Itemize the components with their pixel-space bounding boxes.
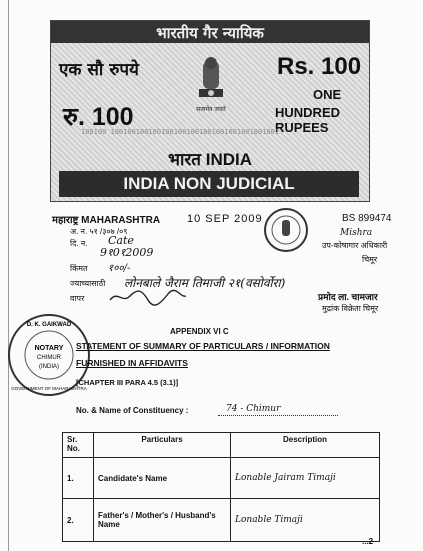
stamp-paper — [50, 20, 370, 202]
row-sr: 2. — [63, 499, 94, 542]
stamp-hundred-rupees: HUNDRED RUPEES — [275, 105, 340, 135]
official-title: उप-कोषागार अधिकारी — [322, 241, 388, 250]
vendor-name: प्रमोद ला. चामजार — [318, 292, 378, 302]
heading-summary: STATEMENT OF SUMMARY OF PARTICULARS / INFORMATION — [76, 341, 330, 351]
row-description: Lonable Timaji — [231, 499, 380, 542]
date-handwritten-2: 9१0१2009 — [100, 246, 154, 259]
date-label: दि. न. — [70, 239, 88, 248]
row-description: Lonable Jairam Timaji — [231, 458, 380, 499]
official-place: चिमूर — [362, 255, 378, 264]
vendor-title: मुद्रांक विक्रेता चिमूर — [322, 304, 379, 313]
stamp-non-judicial: INDIA NON JUDICIAL — [59, 171, 359, 197]
header-description: Description — [231, 433, 380, 458]
row-particular: Candidate's Name — [94, 458, 231, 499]
constituency-value: 74 - Chimur — [226, 404, 281, 414]
date-stamp: 10 SEP 2009 — [187, 213, 263, 225]
notary-place: CHIMUR — [37, 355, 61, 361]
emblem-caption: सत्यमेव जयते — [196, 106, 226, 113]
stamp-hindi-amount: एक सौ रुपये — [59, 60, 139, 80]
state-label: महाराष्ट्र MAHARASHTRA — [52, 215, 161, 226]
table-row — [63, 499, 380, 542]
chapter-reference: [CHAPTER III PARA 4.5 (3.1)] — [76, 378, 179, 387]
notary-govt: GOVERNMENT OF MAHARASHTRA — [11, 386, 87, 391]
page-left-edge — [8, 0, 9, 551]
stamp-serial: BS 899474 — [342, 213, 392, 224]
heading-affidavits: FURNISHED IN AFFIDAVITS — [76, 358, 188, 368]
page-continuation: ...2 — [362, 537, 374, 546]
ashoka-emblem-icon — [189, 55, 233, 117]
notary-title: NOTARY — [34, 345, 64, 352]
header-sr-no: Sr. No. — [63, 433, 94, 458]
stamp-hindi-title: भारतीय गैर न्यायिक — [156, 24, 264, 42]
notary-name: D. K. GAIKWAD — [26, 322, 72, 328]
table-row — [63, 458, 380, 499]
official-signature: Mishra — [340, 228, 373, 238]
value-label: किंमत — [70, 264, 88, 273]
appendix-label: APPENDIX VI C — [170, 327, 229, 336]
row-particular: Father's / Mother's / Husband's Name — [94, 499, 231, 542]
table-header-row — [63, 433, 380, 458]
handwritten-signature-icon — [108, 288, 188, 306]
stamp-bharat-india: भारत INDIA — [168, 150, 252, 169]
constituency-label: No. & Name of Constituency : — [76, 406, 189, 415]
stamp-one: ONE — [313, 87, 342, 102]
summary-table — [62, 432, 380, 542]
official-seal-icon — [262, 206, 310, 254]
purchaser-handwritten: लोनबाले जैराम तिमाजी २१(वसोर्वोरा) — [124, 276, 286, 290]
stamp-microtext: 100100 1001001001001001001001001001001001001001 — [81, 129, 280, 136]
stamp-rs-label: Rs. 100 — [277, 53, 362, 80]
purchaser-label: ज्याच्यासाठी — [70, 279, 106, 288]
stamp-rs-hindi: रु. 100 — [63, 103, 134, 131]
date-handwritten: Cate — [108, 234, 134, 247]
header-particulars: Particulars — [94, 433, 231, 458]
notary-country: (INDIA) — [39, 364, 59, 370]
value-handwritten: १००/- — [108, 263, 131, 274]
constituency-underline — [218, 415, 338, 416]
row-sr: 1. — [63, 458, 94, 499]
register-number: अ. न. ५१ /३०७ /०९ — [70, 227, 128, 236]
usage-label: वापर — [70, 294, 85, 303]
